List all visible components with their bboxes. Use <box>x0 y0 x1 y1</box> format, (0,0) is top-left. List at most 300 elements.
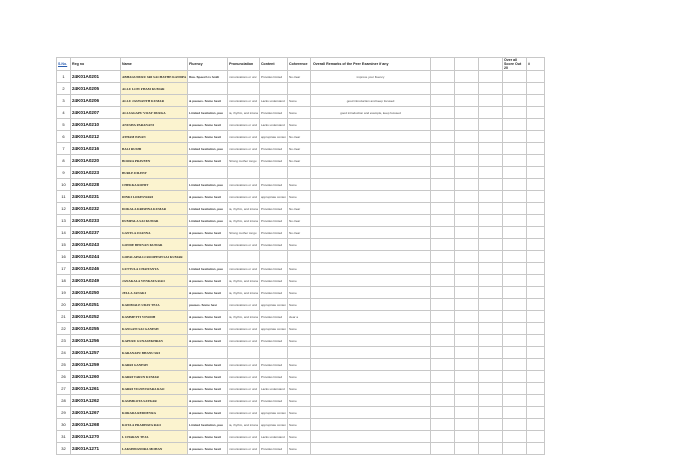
cell-fluency[interactable]: & pauses. Some hesit <box>188 431 228 443</box>
cell-empty-1[interactable] <box>430 131 454 143</box>
cell-empty-2[interactable] <box>454 311 478 323</box>
cell-content[interactable] <box>259 251 287 263</box>
cell-empty-3[interactable] <box>478 275 502 287</box>
cell-empty-2[interactable] <box>454 443 478 455</box>
cell-extra[interactable] <box>526 215 544 227</box>
cell-pronunciation[interactable]: mmunications or und <box>228 191 260 203</box>
cell-reg-no[interactable]: 24K01A1267 <box>71 407 121 419</box>
cell-extra[interactable] <box>526 335 544 347</box>
cell-empty-1[interactable] <box>430 251 454 263</box>
cell-empty-2[interactable] <box>454 107 478 119</box>
cell-coherence[interactable]: No clear <box>287 71 310 83</box>
cell-name[interactable]: JANAKALA VENKATA RAO <box>121 275 188 287</box>
cell-content[interactable]: Provides limited <box>259 275 287 287</box>
cell-pronunciation[interactable]: ia, rhythm, and intona <box>228 215 260 227</box>
cell-content[interactable]: Provides limited <box>259 311 287 323</box>
cell-empty-1[interactable] <box>430 323 454 335</box>
cell-sno[interactable]: 11 <box>57 191 71 203</box>
cell-empty-3[interactable] <box>478 323 502 335</box>
cell-content[interactable]: appropriate conten <box>259 419 287 431</box>
cell-content[interactable]: Provides limited <box>259 179 287 191</box>
cell-empty-1[interactable] <box>430 419 454 431</box>
cell-coherence[interactable]: No clear <box>287 143 310 155</box>
cell-fluency[interactable]: pauses. Some hesi <box>188 299 228 311</box>
cell-empty-3[interactable] <box>478 431 502 443</box>
cell-sno[interactable]: 1 <box>57 71 71 83</box>
cell-fluency[interactable]: & pauses. Some hesit <box>188 119 228 131</box>
cell-extra[interactable] <box>526 119 544 131</box>
cell-reg-no[interactable]: 24K01A1261 <box>71 383 121 395</box>
cell-empty-2[interactable] <box>454 227 478 239</box>
cell-empty-1[interactable] <box>430 191 454 203</box>
cell-empty-2[interactable] <box>454 215 478 227</box>
cell-reg-no[interactable]: 24K01A0255 <box>71 323 121 335</box>
header-empty-2[interactable] <box>454 58 478 71</box>
cell-extra[interactable] <box>526 83 544 95</box>
cell-reg-no[interactable]: 24K01A0228 <box>71 179 121 191</box>
cell-extra[interactable] <box>526 443 544 455</box>
cell-sno[interactable]: 14 <box>57 227 71 239</box>
cell-sno[interactable]: 31 <box>57 431 71 443</box>
cell-empty-3[interactable] <box>478 395 502 407</box>
cell-empty-2[interactable] <box>454 359 478 371</box>
cell-remarks[interactable] <box>310 287 430 299</box>
cell-score[interactable] <box>502 263 526 275</box>
cell-empty-3[interactable] <box>478 239 502 251</box>
cell-name[interactable]: LAKSHMANDRA MOHAN <box>121 443 188 455</box>
cell-extra[interactable] <box>526 371 544 383</box>
cell-empty-2[interactable] <box>454 239 478 251</box>
cell-reg-no[interactable]: 24K01A1257 <box>71 347 121 359</box>
cell-sno[interactable]: 3 <box>57 95 71 107</box>
cell-content[interactable]: Provides limited <box>259 155 287 167</box>
cell-coherence[interactable]: Some <box>287 275 310 287</box>
header-empty-3[interactable] <box>478 58 502 71</box>
cell-extra[interactable] <box>526 287 544 299</box>
cell-name[interactable]: DUMPALA SAI KUMAR <box>121 215 188 227</box>
cell-name[interactable]: ALLSAGAPU VIJAY DURGA <box>121 107 188 119</box>
cell-sno[interactable]: 15 <box>57 239 71 251</box>
cell-sno[interactable]: 26 <box>57 371 71 383</box>
cell-score[interactable] <box>502 335 526 347</box>
cell-pronunciation[interactable]: ia, rhythm, and intona <box>228 287 260 299</box>
cell-name[interactable]: ATHAM PAVAN <box>121 131 188 143</box>
cell-content[interactable]: Provides limited <box>259 203 287 215</box>
cell-content[interactable]: appropriate conten <box>259 299 287 311</box>
cell-pronunciation[interactable]: ia, rhythm, and intona <box>228 203 260 215</box>
cell-remarks[interactable] <box>310 359 430 371</box>
cell-empty-1[interactable] <box>430 407 454 419</box>
cell-name[interactable]: ABHAGUDURU SRI SACHATHE KANDPA <box>121 71 188 83</box>
cell-pronunciation[interactable]: mmunications or und <box>228 239 260 251</box>
cell-name[interactable]: JELLA JANAKI <box>121 287 188 299</box>
cell-remarks[interactable] <box>310 323 430 335</box>
cell-content[interactable]: Provides limited <box>259 215 287 227</box>
cell-fluency[interactable] <box>188 83 228 95</box>
cell-remarks[interactable] <box>310 383 430 395</box>
cell-content[interactable] <box>259 347 287 359</box>
cell-fluency[interactable]: & pauses. Some hesit <box>188 191 228 203</box>
cell-reg-no[interactable]: 24K01A1259 <box>71 359 121 371</box>
cell-empty-1[interactable] <box>430 227 454 239</box>
cell-score[interactable] <box>502 215 526 227</box>
cell-pronunciation[interactable]: mmunications or und <box>228 323 260 335</box>
header-pronunciation[interactable]: Pronunciation <box>228 58 260 71</box>
cell-coherence[interactable]: Some <box>287 431 310 443</box>
cell-reg-no[interactable]: 24K01A0252 <box>71 311 121 323</box>
cell-fluency[interactable]: & pauses. Some hesit <box>188 323 228 335</box>
cell-empty-1[interactable] <box>430 359 454 371</box>
cell-empty-2[interactable] <box>454 95 478 107</box>
cell-coherence[interactable]: Some <box>287 179 310 191</box>
cell-reg-no[interactable]: 24K01A1270 <box>71 431 121 443</box>
cell-extra[interactable] <box>526 107 544 119</box>
cell-score[interactable] <box>502 419 526 431</box>
cell-extra[interactable] <box>526 155 544 167</box>
cell-sno[interactable]: 18 <box>57 275 71 287</box>
cell-fluency[interactable] <box>188 347 228 359</box>
cell-empty-1[interactable] <box>430 119 454 131</box>
cell-empty-2[interactable] <box>454 155 478 167</box>
cell-sno[interactable]: 21 <box>57 311 71 323</box>
cell-empty-2[interactable] <box>454 323 478 335</box>
cell-reg-no[interactable]: 24K01A0216 <box>71 143 121 155</box>
cell-name[interactable]: KADIMALE UDAY TEJA <box>121 299 188 311</box>
cell-score[interactable] <box>502 443 526 455</box>
cell-empty-2[interactable] <box>454 371 478 383</box>
cell-score[interactable] <box>502 143 526 155</box>
cell-empty-2[interactable] <box>454 407 478 419</box>
cell-empty-3[interactable] <box>478 179 502 191</box>
cell-sno[interactable]: 4 <box>57 107 71 119</box>
cell-coherence[interactable]: No clear <box>287 215 310 227</box>
cell-score[interactable] <box>502 251 526 263</box>
cell-pronunciation[interactable] <box>228 347 260 359</box>
cell-sno[interactable]: 29 <box>57 407 71 419</box>
cell-fluency[interactable]: & pauses. Some hesit <box>188 443 228 455</box>
cell-empty-3[interactable] <box>478 131 502 143</box>
cell-name[interactable]: KARANAPU BHANU SRI <box>121 347 188 359</box>
cell-extra[interactable] <box>526 167 544 179</box>
cell-pronunciation[interactable]: Strong mother tongu <box>228 155 260 167</box>
cell-coherence[interactable] <box>287 83 310 95</box>
cell-empty-1[interactable] <box>430 443 454 455</box>
header-score[interactable]: Over all Score Out 20 <box>502 58 526 71</box>
cell-name[interactable]: KAPURU GUNASEKHRAN <box>121 335 188 347</box>
cell-sno[interactable]: 6 <box>57 131 71 143</box>
cell-reg-no[interactable]: 24K01A1262 <box>71 395 121 407</box>
cell-extra[interactable] <box>526 419 544 431</box>
cell-fluency[interactable]: & pauses. Some hesit <box>188 155 228 167</box>
header-name[interactable]: Name <box>121 58 188 71</box>
cell-content[interactable]: appropriate conten <box>259 191 287 203</box>
cell-empty-1[interactable] <box>430 395 454 407</box>
cell-remarks[interactable] <box>310 203 430 215</box>
cell-empty-2[interactable] <box>454 119 478 131</box>
cell-content[interactable]: Provides limited <box>259 143 287 155</box>
cell-remarks[interactable]: improve your fluency <box>310 71 430 83</box>
cell-extra[interactable] <box>526 71 544 83</box>
cell-empty-3[interactable] <box>478 95 502 107</box>
cell-content[interactable]: Provides limited <box>259 287 287 299</box>
cell-name[interactable]: KOTA A PRADHAVA RAO <box>121 419 188 431</box>
cell-empty-2[interactable] <box>454 335 478 347</box>
cell-reg-no[interactable]: 24K01A0243 <box>71 239 121 251</box>
cell-empty-2[interactable] <box>454 83 478 95</box>
cell-empty-1[interactable] <box>430 107 454 119</box>
cell-sno[interactable]: 16 <box>57 251 71 263</box>
cell-coherence[interactable] <box>287 251 310 263</box>
cell-sno[interactable]: 8 <box>57 155 71 167</box>
cell-name[interactable]: ALLU LOW FHAM KUMAR <box>121 83 188 95</box>
cell-empty-3[interactable] <box>478 263 502 275</box>
cell-remarks[interactable] <box>310 227 430 239</box>
cell-empty-1[interactable] <box>430 71 454 83</box>
cell-empty-3[interactable] <box>478 83 502 95</box>
cell-content[interactable]: Lacks understand <box>259 431 287 443</box>
cell-pronunciation[interactable] <box>228 251 260 263</box>
cell-content[interactable] <box>259 83 287 95</box>
cell-pronunciation[interactable]: ia, rhythm, and intona <box>228 419 260 431</box>
cell-remarks[interactable] <box>310 275 430 287</box>
cell-fluency[interactable]: & pauses. Some hesit <box>188 371 228 383</box>
cell-remarks[interactable] <box>310 311 430 323</box>
cell-empty-1[interactable] <box>430 347 454 359</box>
cell-score[interactable] <box>502 191 526 203</box>
cell-empty-2[interactable] <box>454 347 478 359</box>
cell-name[interactable]: GONDE BHUVAN KUMAR <box>121 239 188 251</box>
cell-remarks[interactable] <box>310 443 430 455</box>
cell-extra[interactable] <box>526 263 544 275</box>
cell-fluency[interactable]: & pauses. Some hesit <box>188 287 228 299</box>
cell-reg-no[interactable]: 24K01A0250 <box>71 287 121 299</box>
cell-name[interactable]: KASIMKOTA SATKAR <box>121 395 188 407</box>
cell-fluency[interactable]: Limited hesitation, pau <box>188 179 228 191</box>
cell-pronunciation[interactable]: mmunications or und <box>228 131 260 143</box>
cell-pronunciation[interactable] <box>228 167 260 179</box>
cell-extra[interactable] <box>526 191 544 203</box>
cell-remarks[interactable] <box>310 371 430 383</box>
cell-score[interactable] <box>502 431 526 443</box>
cell-coherence[interactable]: Some <box>287 383 310 395</box>
cell-content[interactable]: Provides limited <box>259 359 287 371</box>
cell-fluency[interactable]: Rea. Speech is holdi <box>188 71 228 83</box>
cell-remarks[interactable] <box>310 119 430 131</box>
cell-score[interactable] <box>502 179 526 191</box>
cell-fluency[interactable]: Limited hesitation, pau <box>188 419 228 431</box>
cell-coherence[interactable]: Some <box>287 239 310 251</box>
cell-reg-no[interactable]: 24K01A0249 <box>71 275 121 287</box>
cell-extra[interactable] <box>526 299 544 311</box>
cell-score[interactable] <box>502 371 526 383</box>
header-hash[interactable]: # <box>526 58 544 71</box>
cell-remarks[interactable]: good introduction and keep focused <box>310 95 430 107</box>
cell-empty-1[interactable] <box>430 371 454 383</box>
cell-reg-no[interactable]: 24K01A0251 <box>71 299 121 311</box>
cell-sno[interactable]: 13 <box>57 215 71 227</box>
cell-sno[interactable]: 7 <box>57 143 71 155</box>
cell-coherence[interactable]: Some <box>287 107 310 119</box>
cell-empty-1[interactable] <box>430 311 454 323</box>
cell-content[interactable]: appropriate conten <box>259 407 287 419</box>
cell-empty-2[interactable] <box>454 431 478 443</box>
cell-name[interactable]: L CHARAN TEJA <box>121 431 188 443</box>
cell-sno[interactable]: 10 <box>57 179 71 191</box>
cell-empty-1[interactable] <box>430 215 454 227</box>
cell-pronunciation[interactable]: mmunications or und <box>228 359 260 371</box>
cell-reg-no[interactable]: 24K01A0201 <box>71 71 121 83</box>
cell-coherence[interactable]: Some <box>287 395 310 407</box>
cell-pronunciation[interactable]: mmunications or und <box>228 395 260 407</box>
cell-empty-3[interactable] <box>478 383 502 395</box>
cell-content[interactable]: Provides limited <box>259 227 287 239</box>
cell-name[interactable]: KORADA REDDEYRA <box>121 407 188 419</box>
header-empty-1[interactable] <box>430 58 454 71</box>
cell-name[interactable]: KARRI GANESH <box>121 359 188 371</box>
cell-pronunciation[interactable]: mmunications or und <box>228 335 260 347</box>
cell-reg-no[interactable]: 24K01A1268 <box>71 419 121 431</box>
cell-name[interactable]: GUTTULA CHAITANYA <box>121 263 188 275</box>
cell-reg-no[interactable]: 24K01A0223 <box>71 167 121 179</box>
cell-score[interactable] <box>502 347 526 359</box>
cell-pronunciation[interactable]: mmunications or und <box>228 431 260 443</box>
cell-coherence[interactable]: Some <box>287 407 310 419</box>
cell-empty-1[interactable] <box>430 239 454 251</box>
cell-name[interactable]: KANGATI SAI GANESH <box>121 323 188 335</box>
cell-content[interactable]: Lacks understand <box>259 383 287 395</box>
cell-content[interactable]: Provides limited <box>259 71 287 83</box>
cell-extra[interactable] <box>526 227 544 239</box>
cell-reg-no[interactable]: 24K01A0220 <box>71 155 121 167</box>
cell-reg-no[interactable]: 24K01A0212 <box>71 131 121 143</box>
cell-pronunciation[interactable]: ia, rhythm, and intona <box>228 311 260 323</box>
cell-sno[interactable]: 20 <box>57 299 71 311</box>
cell-extra[interactable] <box>526 407 544 419</box>
cell-empty-2[interactable] <box>454 191 478 203</box>
cell-score[interactable] <box>502 275 526 287</box>
cell-coherence[interactable]: Some <box>287 95 310 107</box>
cell-empty-3[interactable] <box>478 119 502 131</box>
cell-pronunciation[interactable]: mmunications or und <box>228 371 260 383</box>
cell-score[interactable] <box>502 71 526 83</box>
cell-pronunciation[interactable]: mmunications or und <box>228 383 260 395</box>
cell-name[interactable]: BALI RUSHI <box>121 143 188 155</box>
cell-reg-no[interactable]: 24K01A1260 <box>71 371 121 383</box>
cell-remarks[interactable] <box>310 155 430 167</box>
cell-remarks[interactable]: good introduction and example, keep focused <box>310 107 430 119</box>
cell-empty-3[interactable] <box>478 371 502 383</box>
cell-extra[interactable] <box>526 311 544 323</box>
cell-empty-2[interactable] <box>454 143 478 155</box>
cell-empty-3[interactable] <box>478 287 502 299</box>
cell-score[interactable] <box>502 95 526 107</box>
cell-remarks[interactable] <box>310 407 430 419</box>
cell-extra[interactable] <box>526 275 544 287</box>
cell-score[interactable] <box>502 395 526 407</box>
cell-fluency[interactable]: & pauses. Some hesit <box>188 359 228 371</box>
cell-fluency[interactable]: & pauses. Some hesit <box>188 131 228 143</box>
cell-pronunciation[interactable]: mmunications or und <box>228 407 260 419</box>
cell-name[interactable]: ALLU JASWANTH KUMAR <box>121 95 188 107</box>
cell-remarks[interactable] <box>310 431 430 443</box>
cell-coherence[interactable]: Some <box>287 287 310 299</box>
cell-sno[interactable]: 23 <box>57 335 71 347</box>
cell-empty-3[interactable] <box>478 167 502 179</box>
cell-empty-3[interactable] <box>478 335 502 347</box>
cell-empty-1[interactable] <box>430 203 454 215</box>
cell-reg-no[interactable]: 24K01A1256 <box>71 335 121 347</box>
cell-extra[interactable] <box>526 203 544 215</box>
cell-name[interactable]: KAMMETTI VINODH <box>121 311 188 323</box>
cell-remarks[interactable] <box>310 335 430 347</box>
cell-remarks[interactable] <box>310 179 430 191</box>
cell-sno[interactable]: 27 <box>57 383 71 395</box>
cell-coherence[interactable]: Some <box>287 323 310 335</box>
cell-fluency[interactable] <box>188 251 228 263</box>
cell-empty-2[interactable] <box>454 395 478 407</box>
cell-score[interactable] <box>502 83 526 95</box>
cell-score[interactable] <box>502 287 526 299</box>
cell-fluency[interactable]: Limited hesitation, pau <box>188 263 228 275</box>
cell-sno[interactable]: 17 <box>57 263 71 275</box>
cell-name[interactable]: DOKALA KRISHNA KUMAR <box>121 203 188 215</box>
cell-score[interactable] <box>502 131 526 143</box>
cell-coherence[interactable]: clear a <box>287 311 310 323</box>
cell-extra[interactable] <box>526 323 544 335</box>
cell-remarks[interactable] <box>310 419 430 431</box>
cell-remarks[interactable] <box>310 251 430 263</box>
cell-extra[interactable] <box>526 95 544 107</box>
cell-remarks[interactable] <box>310 395 430 407</box>
cell-empty-3[interactable] <box>478 155 502 167</box>
cell-empty-2[interactable] <box>454 275 478 287</box>
cell-empty-3[interactable] <box>478 227 502 239</box>
cell-name[interactable]: ANUSHA PARANANI <box>121 119 188 131</box>
cell-name[interactable]: GOPALAPALLI ROOPESH SAI KUMAR <box>121 251 188 263</box>
cell-content[interactable]: Provides limited <box>259 335 287 347</box>
cell-empty-2[interactable] <box>454 167 478 179</box>
cell-sno[interactable]: 32 <box>57 443 71 455</box>
cell-remarks[interactable] <box>310 167 430 179</box>
cell-sno[interactable]: 25 <box>57 359 71 371</box>
cell-reg-no[interactable]: 24K01A0237 <box>71 227 121 239</box>
cell-coherence[interactable]: Some <box>287 419 310 431</box>
cell-empty-1[interactable] <box>430 431 454 443</box>
cell-sno[interactable]: 28 <box>57 395 71 407</box>
cell-content[interactable]: appropriate conten <box>259 131 287 143</box>
cell-coherence[interactable]: Some <box>287 443 310 455</box>
cell-sno[interactable]: 12 <box>57 203 71 215</box>
cell-coherence[interactable]: No clear <box>287 131 310 143</box>
cell-remarks[interactable] <box>310 347 430 359</box>
cell-sno[interactable]: 2 <box>57 83 71 95</box>
cell-sno[interactable]: 9 <box>57 167 71 179</box>
cell-sno[interactable]: 19 <box>57 287 71 299</box>
cell-remarks[interactable] <box>310 263 430 275</box>
cell-coherence[interactable]: Some <box>287 335 310 347</box>
cell-empty-1[interactable] <box>430 287 454 299</box>
cell-empty-2[interactable] <box>454 287 478 299</box>
cell-score[interactable] <box>502 203 526 215</box>
cell-sno[interactable]: 5 <box>57 119 71 131</box>
cell-extra[interactable] <box>526 347 544 359</box>
cell-remarks[interactable] <box>310 299 430 311</box>
cell-extra[interactable] <box>526 383 544 395</box>
cell-empty-3[interactable] <box>478 251 502 263</box>
cell-score[interactable] <box>502 407 526 419</box>
cell-coherence[interactable]: No clear <box>287 203 310 215</box>
cell-score[interactable] <box>502 299 526 311</box>
